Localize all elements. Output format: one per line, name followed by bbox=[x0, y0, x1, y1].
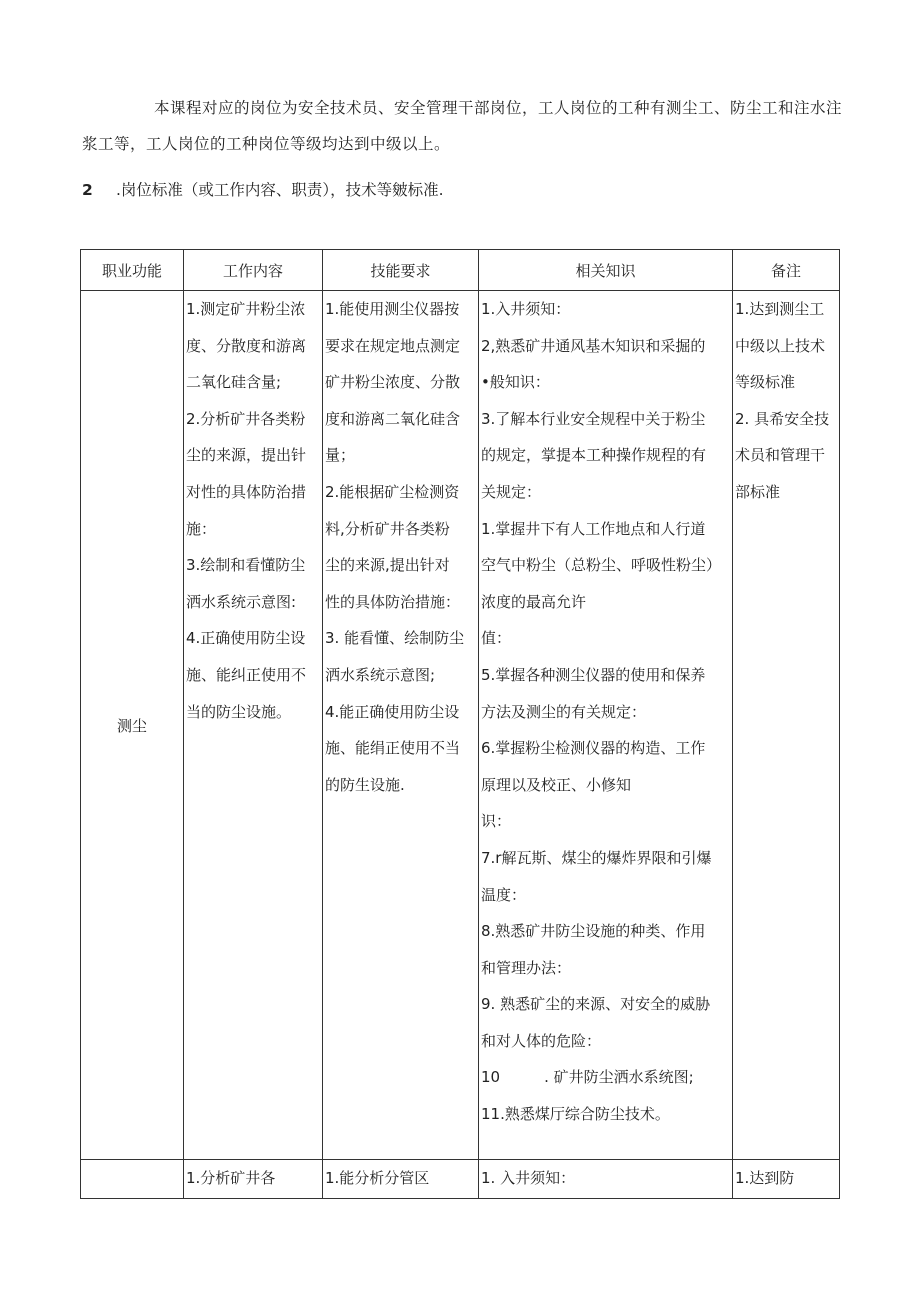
list-item: •般知识： bbox=[481, 373, 550, 392]
list-item: 尘的来源，提出针 bbox=[186, 446, 307, 465]
list-item: 方法及测尘的有关规定： bbox=[481, 702, 647, 721]
notes-cell bbox=[733, 291, 840, 1160]
list-item: 4.能正确使用防尘设 bbox=[325, 702, 460, 721]
list-item: 部标准 bbox=[735, 482, 781, 501]
skill-requirements-cell bbox=[323, 1160, 479, 1199]
list-item: 11.熟悉煤厅综合防尘技术。 bbox=[481, 1105, 670, 1124]
list-item: 1.入井须知： bbox=[481, 300, 571, 318]
list-item: 对性的具体防治措 bbox=[186, 482, 307, 501]
item-text: . 矿井防尘洒水系统图; bbox=[544, 1068, 694, 1087]
list-item: 洒水系统示意图; bbox=[325, 665, 436, 684]
list-item: 1.能使用测尘仪器按 bbox=[325, 300, 460, 318]
list-item: 当的防尘设施。 bbox=[186, 702, 292, 721]
list-item: 施、能纠正使用不 bbox=[186, 665, 307, 684]
list-item: 7.r解瓦斯、煤尘的爆炸界限和引爆 bbox=[481, 848, 712, 867]
function-cell: 测尘 bbox=[81, 291, 184, 1160]
list-item: 值： bbox=[481, 629, 512, 648]
list-item: 术员和管理干 bbox=[735, 446, 826, 465]
table-row bbox=[81, 1160, 840, 1199]
list-item: 识： bbox=[481, 812, 512, 831]
list-item: 1.分析矿井各 bbox=[186, 1169, 276, 1187]
list-item: 施： bbox=[186, 519, 217, 538]
list-item: 3.绘制和看懂防尘 bbox=[186, 556, 306, 575]
header-notes: 备注 bbox=[733, 250, 840, 291]
list-item: 性的具体防治措施： bbox=[325, 592, 461, 611]
list-item: 1.能分析分管区 bbox=[325, 1169, 430, 1187]
list-item: 2.能根据矿尘检测资 bbox=[325, 482, 460, 501]
list-item: 料,分析矿井各类粉 bbox=[325, 519, 450, 538]
list-item: 的规定，掌提本工种操作规程的有 bbox=[481, 446, 707, 465]
list-item: 关规定： bbox=[481, 482, 542, 501]
list-item: 等级标准 bbox=[735, 373, 796, 392]
list-item: 浓度的最高允许 bbox=[481, 592, 587, 611]
list-item: 1.测定矿井粉尘浓 bbox=[186, 300, 306, 318]
list-item: 和管理办法： bbox=[481, 958, 572, 977]
section-title: .岗位标准（或工作内容、职责），技术等皴标准. bbox=[116, 181, 444, 199]
job-standard-table bbox=[80, 249, 840, 1199]
skill-requirements-cell bbox=[323, 291, 479, 1160]
notes-cell bbox=[733, 1160, 840, 1199]
list-item: 空气中粉尘（总粉尘、呼吸性粉尘） bbox=[481, 556, 722, 575]
list-item: 洒水系统示意图: bbox=[186, 592, 297, 611]
table-header-row bbox=[81, 250, 840, 291]
list-item: 要求在规定地点测定 bbox=[325, 336, 461, 355]
list-item: 3. 能看懂、绘制防尘 bbox=[325, 629, 465, 648]
list-item: 1.达到防 bbox=[735, 1169, 795, 1187]
related-knowledge-cell bbox=[479, 291, 733, 1160]
header-related-knowledge: 相关知识 bbox=[479, 250, 733, 291]
list-item: 2,熟悉矿井通风基木知识和采掘的 bbox=[481, 336, 706, 355]
header-skill-requirements: 技能要求 bbox=[323, 250, 479, 291]
list-item bbox=[481, 1059, 730, 1096]
notes-list bbox=[733, 291, 839, 511]
list-item: 2.分析矿井各类粉 bbox=[186, 409, 306, 428]
list-item: 施、能绢正使用不当 bbox=[325, 739, 461, 758]
section-heading bbox=[82, 172, 444, 208]
list-item: 8.熟悉矿井防尘设施的种类、作用 bbox=[481, 922, 706, 941]
list-item: 4.正确使用防尘设 bbox=[186, 629, 306, 648]
list-item: 尘的来源,提出针对 bbox=[325, 556, 450, 575]
list-item: 的防生设施. bbox=[325, 775, 405, 794]
skill-list bbox=[323, 291, 478, 803]
list-item: 1.达到测尘工 bbox=[735, 300, 825, 318]
list-item: 9. 熟悉矿尘的来源、对安全的威胁 bbox=[481, 995, 711, 1014]
list-item: 原理以及校正、小修知 bbox=[481, 775, 632, 794]
list-item: 和对人体的危险： bbox=[481, 1031, 602, 1050]
list-item: 矿井粉尘浓度、分散 bbox=[325, 373, 461, 392]
header-function: 职业功能 bbox=[81, 250, 184, 291]
work-content-cell bbox=[184, 1160, 323, 1199]
list-item: 2. 具希安全技 bbox=[735, 409, 830, 428]
intro-paragraph: 本课程对应的岗位为安全技术员、安全管理干部岗位，工人岗位的工种有测尘工、防尘工和注水注浆工等，工人岗位的工种岗位等级均达到中级以上。 bbox=[82, 99, 843, 153]
list-item: 度、分散度和游离 bbox=[186, 336, 307, 355]
work-content-cell bbox=[184, 291, 323, 1160]
item-number: 10 bbox=[481, 1068, 501, 1087]
list-item: 1.掌握井下有人工作地点和人行道 bbox=[481, 519, 706, 538]
list-item: 中级以上技术 bbox=[735, 336, 826, 355]
list-item: 量； bbox=[325, 446, 356, 465]
list-item: 6.掌握粉尘检测仪器的构造、工作 bbox=[481, 739, 706, 758]
work-content-list bbox=[184, 291, 322, 730]
list-item: 二氧化硅含量; bbox=[186, 373, 282, 392]
table-row bbox=[81, 291, 840, 1160]
list-item: 3.了解本行业安全规程中关于粉尘 bbox=[481, 409, 706, 428]
related-knowledge-cell bbox=[479, 1160, 733, 1199]
function-cell bbox=[81, 1160, 184, 1199]
section-number: 2 bbox=[82, 181, 93, 199]
list-item: 5.掌握各种测尘仪器的使用和保养 bbox=[481, 665, 706, 684]
list-item: 度和游离二氧化硅含 bbox=[325, 409, 461, 428]
list-item: 温度： bbox=[481, 885, 527, 904]
header-work-content: 工作内容 bbox=[184, 250, 323, 291]
knowledge-list bbox=[479, 291, 732, 1133]
list-item: 1. 入井须知： bbox=[481, 1169, 576, 1187]
